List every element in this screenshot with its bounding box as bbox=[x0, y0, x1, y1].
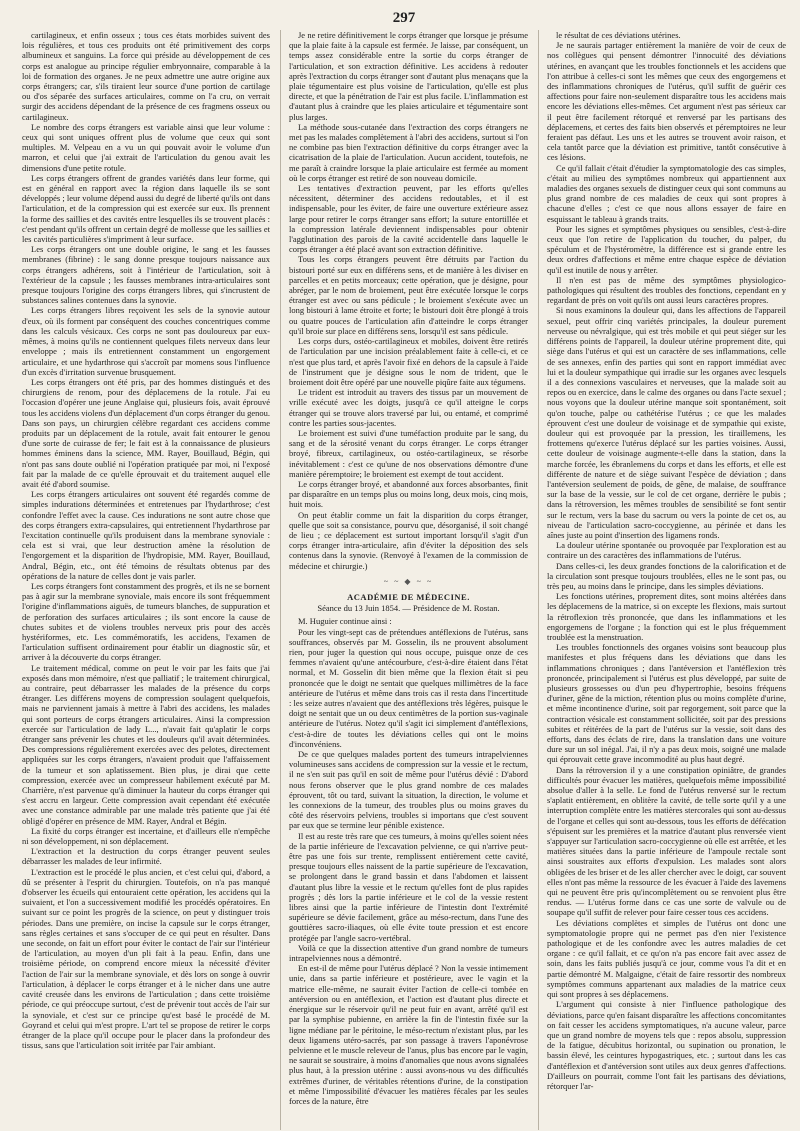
paragraph: Voilà ce que la dissection attentive d'un grand nombre de tumeurs intrapelviennes nous a démontré. bbox=[289, 942, 528, 964]
paragraph: Les corps étrangers ont une double origine, le sang et les fausses membranes (fibrine) : le sang donne presque toujours naissance aux corps étrangers adhérens, soit à l'intérieur de l'articulation, soit à l'extérieur de la capsule ; les fausses membranes intra-articulaires sont presque toujours l'origine des corps étrangers libres, qui s'incrustent de substances salines contenues dans la synovie. bbox=[22, 244, 270, 306]
paragraph: Tous les corps étrangers peuvent être détruits par l'action du bistouri porté sur eux en différens sens, et de manière à les diviser en parcelles et en petits morceaux; cette opération, que je désigne, pour abréger, par le nom de broiement, peut être exécutée lorsque le corps étranger est avec ou sans pédicule ; le broiement s'exécute avec un long bistouri à lame étroite et forte; le bistouri doit être plongé à trois ou quatre pouces de l'articulation afin d'atteindre le corps étranger qu'il broie sur place en différens sens, lorsqu'il est sans pédicule. bbox=[289, 254, 528, 336]
paragraph: Les fonctions utérines, proprement dites, sont moins altérées dans les déplacemens de la matrice, si on excepte les flexions, mais surtout la rétroflexion très prononcée, que dans les inflammations et les engorgemens de l'organe ; la fonction qui est le plus fréquemment troublée est la menstruation. bbox=[547, 591, 786, 642]
paragraph: le résultat de ces déviations utérines. bbox=[556, 30, 681, 40]
paragraph: La fixité du corps étranger est incertaine, et d'ailleurs elle n'empêche ni son développement, ni son déplacement. bbox=[22, 825, 270, 847]
paragraph: Le corps étranger broyé, et abandonné aux forces absorbantes, finit par disparaître en un temps plus ou moins long, deux mois, cinq mois, huit mois. bbox=[289, 478, 528, 510]
column-2-top-text bbox=[289, 30, 528, 571]
paragraph: Je ne retire définitivement le corps étranger que lorsque je présume que la plaie faite à la capsule est fermée. Je laisse, par conséquent, un temps assez considérable entre la sortie du corps étranger de l'articulation, et son extraction définitive. Les accidens à redouter après l'extraction du corps étranger sont d'autant plus menaçans que la plaie tégumentaire est plus voisine de l'articulation, qu'elle est plus directe, et que la pénétration de l'air est plus facile. L'inflammation est d'autant plus à craindre que les plaies articulaire et tégumentaire sont plus larges. bbox=[289, 30, 528, 122]
column-3 bbox=[538, 30, 786, 1130]
paragraph: Pour les vingt-sept cas de prétendues antéflexions de l'utérus, sans souffrances, observés par M. Gosselin, ils ne prouvent absolument rien, pour juger la question qui nous occupe, puisque onze de ces femmes n'avaient qu'une antécourbure, c'est-à-dire étaient dans l'état normal, et M. Gosselin dit bien même que la flexion était si peu prononcée que le doigt ne sentait que quelques millimètres de la face antérieure de l'utérus et même dans trois cas il resta dans l'incertitude : les seize autres n'avaient que des antéflexions très légères, puisque le doigt ne sentait que un ou deux centimètres de la portion sus-vaginale antérieure de l'utérus. Notez qu'il s'agit ici simplement d'antéflexions, c'est-à-dire de toutes les déviations celles qui ont le moins d'inconvéniens. bbox=[289, 626, 528, 749]
paragraph: L'extraction et la destruction du corps étranger peuvent seules débarrasser les malades de leur infirmité. bbox=[22, 846, 270, 867]
column-2 bbox=[280, 30, 528, 1130]
section-title: ACADÉMIE DE MÉDECINE. bbox=[347, 591, 470, 602]
paragraph: Dans la rétroversion il y a une constipation opiniâtre, de grandes difficultés pour évacuer les matières, quelquefois même impossibilité absolue d'aller à la selle. Le fond de l'utérus renversé sur le rectum s'aplatit entièrement, en oblitère la cavité, de telle sorte qu'il y a une interruption complète entre les matières stercorales qui sont au-dessus de l'organe et celles qui sont au-dessous, tous les efforts de défécation s'épuisent sur les premières et la matrice d'autant plus renversée vient s'appuyer sur l'articulation sacro-coccygienne où elle est arrêtée, et les matières situées dans la partie inférieure de l'ampoule rectale sont ainsi soustraites aux efforts d'expulsion. Les malades sont alors obligées de les briser et de les aller chercher avec le doigt, car souvent elles n'ont pas même la ressource de les évacuer à l'aide des lavemens qui ne peuvent être pris qu'incomplètement ou se renvoient plus être rendus. — L'utérus forme dans ce cas une sorte de valvule ou de soupape qu'il suffit de relever pour faire cesser tous ces accidens. bbox=[547, 764, 786, 918]
paragraph: Le traitement médical, comme on peut le voir par les faits que j'ai exposés dans mon mémoire, n'est que palliatif ; le traitement chirurgical, au contraire, peut débarrasser les malades de la présence du corps étranger. Les différens moyens de compression soulagent quelquefois, mais ne parviennent jamais à mettre à l'abri des accidens, les malades qui sont porteurs de corps étrangers articulaires. Ainsi la compression exercée sur l'articulation de lady L..., n'avait fait qu'aplatir le corps étranger sans prévenir les chutes et les douleurs qu'il avait déterminées. Des compressions régulièrement exercées avec des pelotes, directement appliquées sur les corps étrangers, n'avaient produit que l'affaissement de la tumeur et son aplatissement. Bien plus, je dirai que cette compression, exercée avec un compresseur habilement exécuté par M. Charrière, n'est parvenue qu'à diminuer la hauteur du corps étranger qui s'est accru en largeur. Cette compression avait cependant été exécutée avec une constance admirable par une malade très patiente que j'ai été obligé d'opérer en présence de MM. Rayer, Andral et Bégin. bbox=[22, 662, 270, 826]
paragraph: M. Huguier continue ainsi : bbox=[298, 616, 392, 627]
paragraph: Le trident est introduit au travers des tissus par un mouvement de vrille exécuté avec les doigts, jusqu'à ce qu'il atteigne le corps étranger qui se trouve alors traversé par lui, ou entamé, et comprimé contre les parties sous-jacentes. bbox=[289, 387, 528, 428]
section-meta: Séance du 13 Juin 1854. — Présidence de M. Rostan. bbox=[317, 603, 500, 614]
paragraph: Les troubles fonctionnels des organes voisins sont beaucoup plus manifestes et plus fréquens dans les déviations que dans les inflammations chroniques ; dans l'antéversion et l'antéflexion très prononcée, principalement si l'utérus est plus développé, par suite de plusieurs grossesses ou d'un peu d'hypertrophie, besoins fréquens d'uriner, gêne de la miction, rétention plus ou moins complète d'urine, et même incontinence d'urine, soit par regorgement, soit parce que la contraction vésicale est constamment sollicitée, soit par des pressions subites et réitérées de la part de l'utérus sur la vessie, soit dans des efforts, dans des éclats de rire, dans la translation dans une voiture dure sur un sol inégal. J'ai, il n'y a pas deux mois, soigné une malade qui éprouvait cette grave incommodité au plus haut degré. bbox=[547, 642, 786, 765]
paragraph: Ce qu'il fallait c'était d'étudier la symptomatologie des cas simples, c'était au milieu des symptômes nombreux qui appartiennent aux maladies des organes sexuels de distinguer ceux qui sont communs au plus grand nombre de ces maladies de ceux qui sont propres à chacune d'elles ; c'est ce que nous allons essayer de faire en esquissant le tableau à grands traits. bbox=[547, 162, 786, 224]
paragraph: Je ne saurais partager entièrement la manière de voir de ceux de nos collègues qui pensent démontrer l'innocuité des déviations utérines, en avançant que les troubles fonctionnels et les accidens que l'on attribue à celles-ci sont les mêmes que ceux des engorgemens et des inflammations chroniques de l'utérus, qu'il suffit de guérir ces affections pour faire non-seulement disparaître tous les accidens mais encore les déviations elles-mêmes. Cet argument n'est pas sérieux car il peut être facilement rétorqué et renversé par les partisans des déplacemens, et certes des faits bien observés et péremptoires ne leur feraient pas défaut. Les uns et les autres se trouvent avoir raison, et cela tantôt parce que la déviation est primitive, tantôt consécutive à ces lésions. bbox=[547, 40, 786, 163]
paragraph: En est-il de même pour l'utérus déplacé ? Non la vessie intimement unie, dans sa partie inférieure et postérieure, avec le vagin et la matrice elle-même, ne saurait éviter l'action de celle-ci tombée en antéversion ou en antéflexion, et l'action est d'autant plus directe et énergique sur le réservoir qu'il ne peut fuir en avant, arrêté qu'il est par la symphise pubienne, en arrière la fin de l'intestin fixée sur la ligne médiane par le péritoine, le méso-rectum n'existant plus, par les deux ligamens utéro-sacrés, par son passage à travers l'aponévrose pelvienne et le muscle releveur de l'anus, plus bas encore par le vagin, ne saurait se soustraire, à moins d'anomalies que nous avons signalées plus haut, à la pression utérine : aussi avons-nous vu des difficultés extrêmes d'uriner, de véritables rétentions d'urine, de la constipation et même l'impossibilité d'évacuer les matières fécales par les seules forces de la nature, être bbox=[289, 963, 528, 1106]
paragraph: Dans celles-ci, les deux grandes fonctions de la calorification et de la circulation sont presque toujours troublées, elles ne le sont pas, ou très peu, au moins dans le principe, dans les simples déviations. bbox=[547, 560, 786, 591]
paragraph: Les corps étrangers ont été pris, par des hommes distingués et des chirurgiens de renom, pour des déplacemens de la rotule. J'ai eu l'occasion d'opérer une jeune Anglaise qui, plusieurs fois, avait éprouvé tous les accidens violens d'un déplacement d'un corps étranger du genou. Dans son pays, un chirurgien célèbre regardant ces accidens comme produits par un déplacement de la rotule, avait fait entourer le genou d'une sorte de cuirasse de fer; le fait est à la connaissance de plusieurs hommes éminens dans la science, MM. Rayer, Bouillaud, Bégin, qui n'ont pas sans doute oublié ni l'opération pratiquée par moi, ni l'exposé fait par la malade de ce qu'elle éprouvait et du traitement auquel elle avait été d'abord soumise. bbox=[22, 376, 270, 489]
paragraph: Les corps étrangers articulaires ont souvent été regardés comme de simples indurations déterminées et entretenues par l'hydarthrose; c'est confondre l'effet avec la cause. Ces indurations ne sont autre chose que des corps étrangers extra-capsulaires, qui entretiennent l'hydarthrose par l'excitation continuelle qu'ils produisent dans la membrane synoviale : cela est si vrai, que leur destruction amène la résolution de l'engorgement et la disparition de l'hydropisie, MM. Rayer, Bouillaud, Andral, Bégin, etc., ont été témoins de résultats obtenus par des opérations de la nature de celles dont je vais parler. bbox=[22, 489, 270, 581]
paragraph: La méthode sous-cutanée dans l'extraction des corps étrangers ne met pas les malades complètement à l'abri des accidens, surtout si l'on ne combine pas bien l'extraction définitive du corps étranger avec la cicatrisation de la plaie de l'articulation. Aucun accident, toutefois, ne me paraît à craindre lorsque la plaie articulaire est fermée au moment où le corps étranger est retiré de son nouveau domicile. bbox=[289, 121, 528, 183]
paragraph: La douleur utérine spontanée ou provoquée par l'exploration est au contraire un des caractères des inflammations de l'utérus. bbox=[547, 540, 786, 561]
paragraph: Il est au reste très rare que ces tumeurs, à moins qu'elles soient nées de la partie inférieure de l'excavation pelvienne, ce qui n'arrive peut-être pas une fois sur trente, remplissent entièrement cette cavité, presque toujours elles naissent de la partie supérieure de l'excavation, se prolongent dans le grand bassin et dans l'abdomen et laissent d'autant plus libre la vessie et le rectum qu'elles font de plus rapides progrès ; dès lors la partie inférieure et le col de la vessie restent libres ainsi que la partie inférieure de l'intestin dont l'extrémité supérieure se dévie facilement, grâce au méso-rectum, dans l'une des gouttières sacro-iliaques, où elle évite toute pression et est encore protégée par l'angle sacro-vertébral. bbox=[289, 830, 528, 943]
paragraph: Pour les signes et symptômes physiques ou sensibles, c'est-à-dire ceux que l'on retire de l'application du toucher, du palper, du spéculum et de l'hystéromètre, la différence est si grande entre les deux ordres d'affections et même entre chaque espèce de déviation qu'il est inutile de nous y arrêter. bbox=[547, 223, 786, 275]
section-ornament: ~ ~ ◆ ~ ~ bbox=[383, 576, 434, 586]
paragraph: Les corps durs, ostéo-cartilagineux et mobiles, doivent être retirés de l'articulation par une incision préalablement faite à celle-ci, et ce n'est que plus tard, et après l'avoir fixé en dehors de la capsule à l'aide de l'instrument que je désigne sous le nom de trident, que le broiement doit être opéré par une nouvelle piqûre faite aux tégumens. bbox=[289, 336, 528, 387]
paragraph: Le broiement est suivi d'une tuméfaction produite par le sang, du sang et de la sérosité venant du corps étranger. Le corps étranger broyé, fibreux, cartilagineux, ou ostéo-cartilagineux, se résorbe inévitablement : c'est ce qu'une de nos observations démontre d'une manière péremptoire; le broiement est exempt de tout accident. bbox=[289, 427, 528, 479]
paragraph: On peut établir comme un fait la disparition du corps étranger, quelle que soit sa consistance, pourvu que, désorganisé, il soit changé de lieu ; ce déplacement est surtout important lorsqu'il s'agit d'un corps étranger intra-articulaire, afin d'éviter la déposition des sels contenus dans la synovie. (Renvoyé à l'examen de la commission de médecine et chirurgie.) bbox=[289, 509, 528, 571]
paragraph: Les corps étrangers font constamment des progrès, et ils ne se bornent pas à agir sur la membrane synoviale, mais encore ils sont fréquemment l'origine d'inflammations aiguës, de tumeurs blanches, de suppuration et de perforation des surfaces articulaires ; ils sont encore la cause de chutes subites et de violens troubles nerveux pris pour des accès hystériformes, etc. Les commémoratifs, les accidens, l'examen de l'articulation suffisent ordinairement pour établir un diagnostic sûr, et arriver à la découverte du corps étranger. bbox=[22, 580, 270, 663]
paragraph: cartilagineux, et enfin osseux ; tous ces états morbides suivent des lois régulières, et tous ces produits ont été primitivement des corps albumineux et sanguins. La force qui préside au développement de ces corps est analogue au principe régulier embryonnaire, comparable à la loi de formation des organes. Je ne peux admettre une autre origine aux corps étrangers; car, s'ils tiraient leur source d'une portion de cartilage ou d'os séparée des surfaces articulaires, comme on l'a cru, on verrait surgir des accidens dépendant de la présence de ces fragmens osseux ou cartilagineux. bbox=[22, 30, 270, 122]
column-2-bottom-text bbox=[289, 616, 528, 1106]
paragraph: L'extraction est le procédé le plus ancien, et c'est celui qui, d'abord, a dû se présenter à l'esprit du chirurgien. Toutefois, on n'a pas manqué d'observer les écueils qui entouraient cette opération, les accidens qui la suivaient, et l'on a successivement modifié les procédés opératoires. En suivant sur ce point les progrès de la science, on peut y distinguer trois périodes. Dans une première, on incise la capsule sur le corps étranger, sans règles certaines et sans s'occuper de ce qui peut en résulter. Dans une seconde, on fait un effort pour éviter le contact de l'air sur l'intérieur de l'articulation, au moyen d'un pli fait à la peau. Enfin, dans une troisième période, on comprend encore mieux la nécessité d'éviter l'action de l'air sur la membrane synoviale, et dès lors on songe à ouvrir l'articulation, à déplacer le corps étranger et à le nicher dans une autre cavité creusée dans les environs de l'articulation ; dans cette troisième période, ce qui préoccupe surtout, c'est de prévenir tout accès de l'air sur la synoviale, et c'est sur ce principe qu'est basé le procédé de M. Goyrand et celui qui m'est propre. L'art tel se propose de retirer le corps étranger de la place qu'il occupe pour le placer dans la profondeur des tissus, sans que l'articulation soit irritée par l'air ambiant. bbox=[22, 866, 270, 1051]
paragraph: Les corps étrangers offrent de grandes variétés dans leur forme, qui est en général en rapport avec la région dans laquelle ils se sont développés ; leur volume dépend aussi du degré de liberté qu'ils ont dans l'articulation, et de la compression qui est exercée sur eux. Ils prennent la forme des saillies et des cavités entre lesquelles ils se trouvent placés : c'est pendant qu'ils offrent un certain degré de mollesse que les saillies et les cavités particulières s'impriment à leur surface. bbox=[22, 172, 270, 245]
paragraph: Les tentatives d'extraction peuvent, par les efforts qu'elles nécessitent, déterminer des accidens redoutables, et il est indispensable, pour les éviter, de faire une ouverture extérieure assez large pour retirer le corps étranger sans effort; la suture entortillée et la compression latérale deviennent indispensables pour obtenir l'agglutination des parois de la cavité accidentelle dans laquelle le corps étranger a été placé avant son extraction définitive. bbox=[289, 183, 528, 255]
paragraph: Les corps étrangers libres reçoivent les sels de la synovie autour d'eux, où ils forment par conséquent des couches concentriques comme dans les calculs vésicaux. Ces corps ne sont pas douloureux par eux-mêmes, à moins qu'ils ne contiennent quelques filets nerveux dans leur enveloppe ; mais ils entretiennent constamment un engorgement articulaire, et une hydarthrose qui s'accroît par momens sous l'influence d'un excès d'irritation survenue brusquement. bbox=[22, 305, 270, 377]
paragraph: Si nous examinons la douleur qui, dans les affections de l'appareil sexuel, peut offrir cinq variétés principales, la douleur purement nerveuse ou névralgique, qui est très mobile et qui peut siéger sur les différens points de l'appareil, la douleur utérine proprement dite, qui siège dans l'utérus et qui est un caractère de ses inflammations, celle de ses annexes, enfin des parties qui sont en rapport immédiat avec lui et la douleur sympathique qui irradie sur les organes avec lesquels il a des connexions vasculaires et nerveuses, que la malade soit au repos ou en exercice, dans le calme des organes ou dans l'acte sexuel ; nous voyons que la douleur utérine manque soit spontanément, soit qu'on touche, palpe ou cathétérise l'utérus ; ce que les malades éprouvent c'est une douleur de voisinage et de sympathie qui existe, douleur qui est provoquée par la pression, les tiraillemens, les frottemens qu'exerce l'utérus déplacé sur les parties voisines. Aussi, cette douleur de voisinage augmente-t-elle dans la station, dans la marche forcée, les ébranlemens du corps et dans les efforts, et elle est différente de nature et de siège suivant l'espèce de déviation ; dans l'antéversion seulement de poids, de gêne, de malaise, de souffrance sur la base de la vessie, sur le col de cet organe, derrière le pubis ; dans la rétroversion, les mêmes troubles de sensibilité se font sentir sur le rectum, vers la base du sacrum ou vers la pointe de cet os, au niveau de l'articulation sacro-coccygienne, au périnée et dans les aînes juste au point d'insertion des ligamens ronds. bbox=[547, 305, 786, 540]
paragraph: Le nombre des corps étrangers est variable ainsi que leur volume : ceux qui sont uniques offrent plus de volume que ceux qui sont multiples. M. Velpeau en a vu un qui pouvait avoir le volume d'un marron, et celui que j'ai extrait de l'articulation du genou avait les dimensions d'une petite rotule. bbox=[22, 121, 270, 173]
paragraph: Les déviations complètes et simples de l'utérus ont donc une symptomatologie propre qui ne permet pas d'en nier l'existence pathologique et de les confondre avec les autres maladies de cet organe : ce qu'il fallait, et ce qu'on n'a pas encore fait avec assez de soin, dans les faits publiés jusqu'à ce jour, comme vous l'a dit et en partie démontré M. Malgaigne, c'était de faire ressortir des nombreux symptômes communs appartenant aux maladies de la matrice ceux qui sont propres à ses déplacemens. bbox=[547, 917, 786, 1000]
column-1 bbox=[22, 30, 270, 1130]
paragraph: L'argument qui consiste à nier l'influence pathologique des déviations, parce qu'en faisant disparaître les affections concomitantes on fait cesser les accidens symptomatiques, n'a aucune valeur, parce que un grand nombre de moyens tels que : repos absolu, suppression de la fatigue, décubitus horizontal, ou supination ou pronation, le bassin élevé, les ceintures hypogastriques, etc. ; surtout dans les cas d'antéflexion et d'antéversion sont utiles aux deux genres d'affections. D'ailleurs on pourrait, comme l'ont fait les partisans des déviations, rétorquer l'ar- bbox=[547, 999, 786, 1091]
paragraph: De ce que quelques malades portent des tumeurs intrapelviennes volumineuses sans accidens de compression sur la vessie et le rectum, il ne s'en suit pas qu'il en soit de même pour l'utérus dévié : D'abord nous ferons observer que le plus grand nombre de ces malades éprouvent, tôt ou tard, suivant la situation, la direction, le volume et les connexions de la tumeur, des troubles plus ou moins graves du côté des réservoirs pelviens, troubles si importans que c'est souvent par eux que se termine leur pénible existence. bbox=[289, 749, 528, 831]
columns bbox=[22, 30, 786, 1130]
paragraph: Il n'en est pas de même des symptômes physiologico-pathologiques qui résultent des troubles des fonctions, cependant en y regardant de près on voit qu'ils ont aussi leurs caractères propres. bbox=[547, 274, 786, 306]
page-number: 297 bbox=[392, 10, 416, 26]
